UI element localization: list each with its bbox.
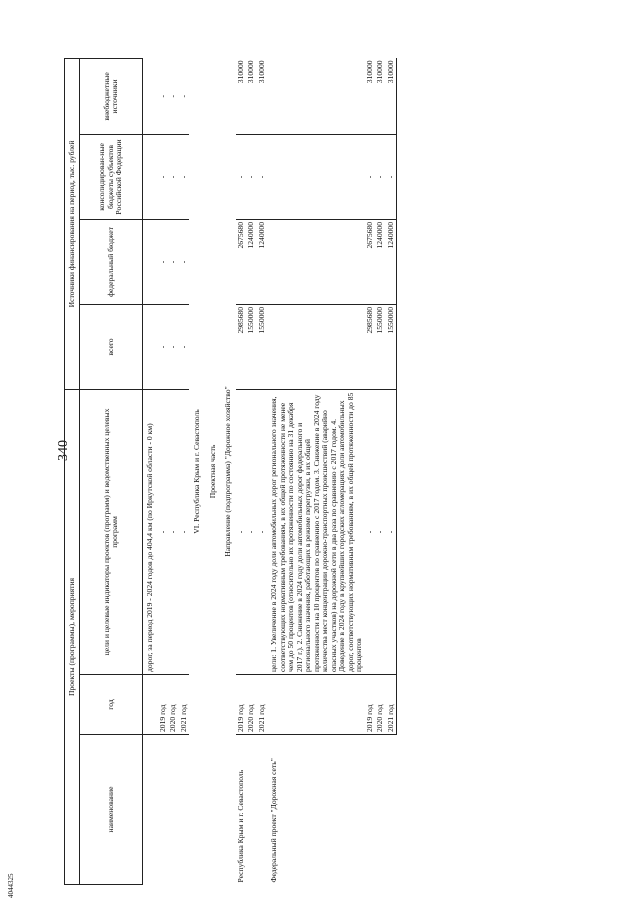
name-column-header: наименование [80,735,143,885]
extra-cell: - [178,94,188,98]
goal-cell: - [236,389,247,674]
total-cell: 2985680 [236,304,247,389]
extra-cell: - [157,94,167,98]
year-cell: 2021 год [179,675,190,735]
footer-code: 4044325 [7,873,15,898]
total-cell: - [168,304,179,389]
goal-cell: - [386,389,397,674]
federal-cell: 1240000 [257,219,268,304]
federal-cell: 2675680 [365,219,376,304]
total-cell: 1550000 [246,304,257,389]
extra-cell: 310000 [235,60,245,84]
federal-cell: 1240000 [386,219,397,304]
goal-cell: - [375,389,386,674]
regional-cell: - [246,134,257,219]
extra-cell: 310000 [364,60,374,84]
extra-cell: - [168,94,177,98]
total-cell: 1550000 [386,304,397,389]
total-column-header: всего [80,304,143,389]
total-cell: 1550000 [257,304,268,389]
regional-cell: - [375,134,386,219]
federal-project-name: Федеральный проект "Дорожная сеть" [267,735,397,885]
total-cell: - [158,304,169,389]
regional-cell: - [179,134,190,219]
extra-cell: 310000 [256,60,266,84]
regional-cell: - [236,134,247,219]
federal-cell: 1240000 [375,219,386,304]
federal-cell: 2675680 [236,219,247,304]
regional-cell: - [257,134,268,219]
extra-cell: 310000 [246,60,255,84]
part-title: Проектная часть [207,444,217,499]
funding-group-header: Источники финансирования на период, тыс. рублей [65,58,80,389]
federal-cell: 1240000 [246,219,257,304]
regional-cell: - [386,134,397,219]
year-cell: 2020 год [246,675,257,735]
federal-cell: - [179,219,190,304]
table-row [179,58,190,884]
goal-cell: - [179,389,190,674]
federal-cell: - [168,219,179,304]
year-cell: 2020 год [168,675,179,735]
total-cell: 2985680 [365,304,376,389]
federal-column-header: федеральный бюджет [80,219,143,304]
goals-column-header: цели и целевые индикаторы проектов (программ) и ведомственных целевых программ [80,389,143,674]
year-cell: 2019 год [236,675,247,735]
section-title: VI. Республика Крым и г. Севастополь [192,409,201,534]
year-cell: 2020 год [375,675,386,735]
year-column-header: год [80,675,143,735]
table-row [158,58,169,884]
goal-cell: - [246,389,257,674]
regional-cell: - [168,134,179,219]
federal-cell: - [158,219,169,304]
total-cell: - [179,304,190,389]
federal-project-goals: цели: 1. Увеличение в 2024 году доли автомобильных дорог регионального значения, соответствующих нормативным требованиям, в их общей протяженности не менее чем до 50 процентов (относительно их протяженности по состоянию на 31 декабря 2017 г.). 2. Снижение в 2024 году доли автомобильных дорог федерального и регионального значения, работающих в режиме перегрузки, в их общей протяженности на 10 процентов по сравнению с 2017 годом. 3. Снижение в 2024 году количества мест концентрации дорожно-транспортных происшествий (аварийно опасных участков) на дорожной сети в два раза по сравнению с 2017 годом. 4. Доведение в 2024 году в крупнейших городских агломерациях доли автомобильных дорог, соответствующих нормативным требованиям, в их общей протяженности до 85 процентов [267,389,365,674]
goal-cell: - [257,389,268,674]
year-cell: 2019 год [365,675,376,735]
table-row [236,58,247,884]
continuation-text-row [143,58,158,884]
goal-cell: - [158,389,169,674]
year-cell: 2021 год [257,675,268,735]
extra-cell: 310000 [375,60,384,84]
funding-table [64,58,397,885]
extra-column-header: внебюджетные источники [80,58,143,134]
total-cell: 1550000 [375,304,386,389]
crimea-name: Республика Крым и г. Севастополь [236,735,268,885]
year-cell: 2019 год [158,675,169,735]
table-row [168,58,179,884]
direction-title: Направление (подпрограмма) "Дорожное хозяйство" [223,386,232,557]
goal-cell: - [168,389,179,674]
extra-cell: 310000 [386,58,397,134]
goal-cell: - [365,389,376,674]
federal-project-text-row [267,58,365,884]
year-cell: 2021 год [386,675,397,735]
continuation-goal-text: дорог, за период 2019 - 2024 годов до 404,4 км (по Иркутской области - 0 км) [143,389,158,674]
page-number: 340 [56,440,71,461]
regional-cell: - [365,134,376,219]
regional-column-header: консолидирован-ные бюджеты субъектов Российской Федерации [80,134,143,219]
regional-cell: - [158,134,169,219]
projects-group-header: Проекты (программы), мероприятия [65,389,80,884]
